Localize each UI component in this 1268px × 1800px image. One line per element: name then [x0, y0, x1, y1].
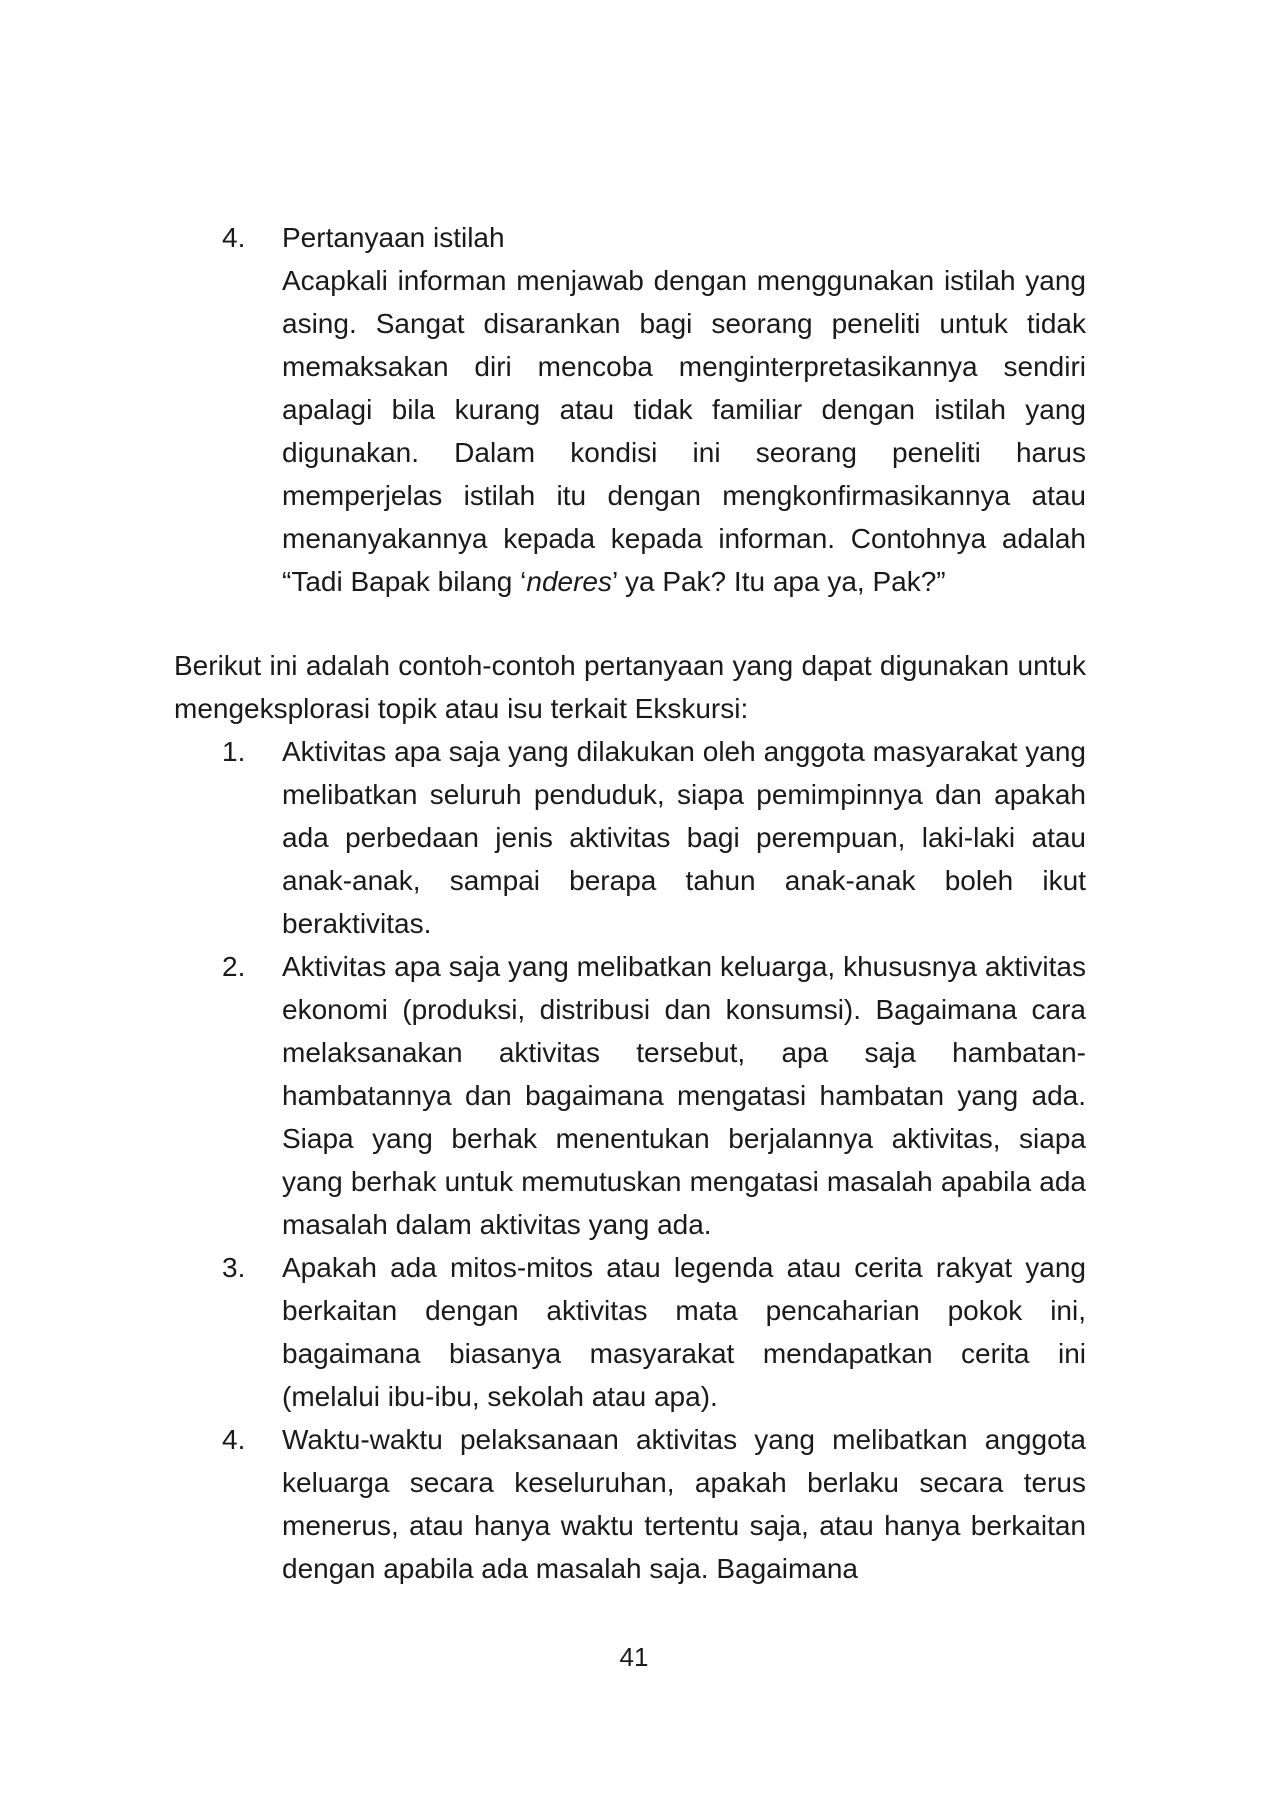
question-item-4: [222, 1418, 1086, 1590]
question-number: 4.: [222, 1424, 246, 1455]
question-text: Aktivitas apa saja yang melibatkan keluarga, khususnya aktivitas ekonomi (produksi, distribusi dan konsumsi). Bagaimana cara melaksanakan aktivitas tersebut, apa saja hambatan-hambatannya dan bagaimana mengatasi hambatan yang ada. Siapa yang berhak menentukan berjalannya aktivitas, siapa yang berhak untuk memutuskan mengatasi masalah apabila ada masalah dalam aktivitas yang ada.: [282, 951, 1086, 1240]
term-question-body-after: ’ ya Pak? Itu apa ya, Pak?”: [612, 566, 946, 597]
question-text: Apakah ada mitos-mitos atau legenda atau cerita rakyat yang berkaitan dengan aktivitas mata pencaharian pokok ini, bagaimana biasanya masyarakat mendapatkan cerita ini (melalui ibu-ibu, sekolah atau apa).: [282, 1252, 1086, 1412]
intro-paragraph: Berikut ini adalah contoh-contoh pertanyaan yang dapat digunakan untuk mengeksplorasi topik atau isu terkait Ekskursi:: [174, 650, 1086, 724]
page-number: 41: [619, 1642, 649, 1672]
question-number: 2.: [222, 951, 246, 982]
term-question-item: [222, 216, 1086, 603]
question-text: Waktu-waktu pelaksanaan aktivitas yang melibatkan anggota keluarga secara keseluruhan, apakah berlaku secara terus menerus, atau hanya waktu tertentu saja, atau hanya berkaitan dengan apabila ada masalah saja. Bagaimana: [282, 1424, 1086, 1584]
term-question-title: Pertanyaan istilah: [282, 222, 505, 253]
term-question-italic-term: nderes: [526, 566, 612, 597]
question-number: 1.: [222, 736, 246, 767]
term-question-number: 4.: [222, 222, 246, 253]
term-question-body: [282, 259, 1086, 603]
term-question-body-before: Acapkali informan menjawab dengan menggunakan istilah yang asing. Sangat disarankan bagi seorang peneliti untuk tidak memaksakan diri mencoba menginterpretasikannya sendiri apalagi bila kurang atau tidak familiar dengan istilah yang digunakan. Dalam kondisi ini seorang peneliti harus memperjelas istilah itu dengan mengkonfirmasikannya atau menanyakannya kepada kepada informan. Contohnya adalah “Tadi Bapak bilang ‘: [282, 265, 1086, 597]
question-item-3: [222, 1246, 1086, 1418]
question-number: 3.: [222, 1252, 246, 1283]
term-question-content: [282, 216, 1086, 603]
question-item-2: [222, 945, 1086, 1246]
question-text: Aktivitas apa saja yang dilakukan oleh anggota masyarakat yang melibatkan seluruh penduduk, siapa pemimpinnya dan apakah ada perbedaan jenis aktivitas bagi perempuan, laki-laki atau anak-anak, sampai berapa tahun anak-anak boleh ikut beraktivitas.: [282, 736, 1086, 939]
question-item-1: [222, 730, 1086, 945]
